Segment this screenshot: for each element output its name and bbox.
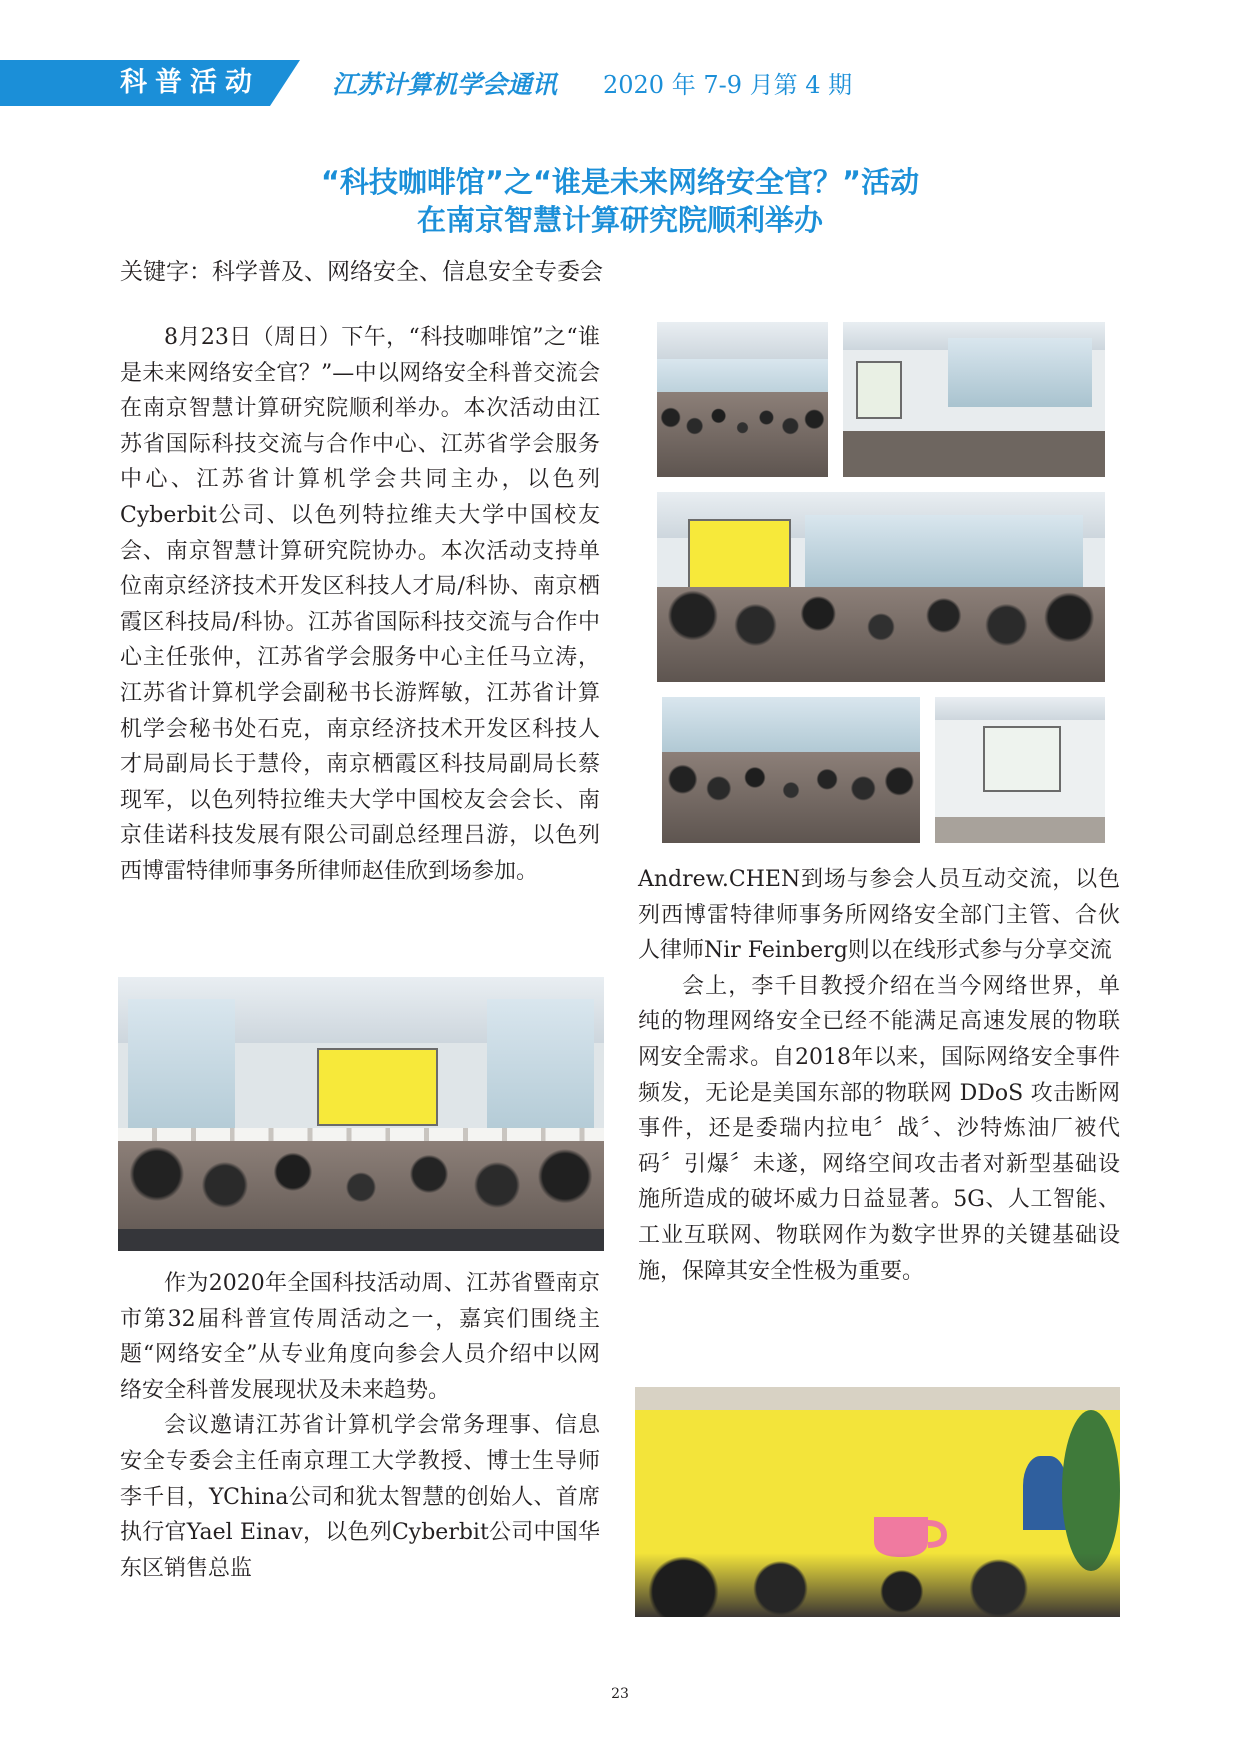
article-title-line1: “科技咖啡馆”之“谁是未来网络安全官？”活动 [320,165,920,199]
photo-speaker-presentation [635,1387,1120,1617]
body-column-right [638,862,1120,1289]
section-label: 科普活动 [120,67,260,98]
paragraph-guests: 会议邀请江苏省计算机学会常务理事、信息安全专委会主任南京理工大学教授、博士生导师李千目，YChina公司和犹太智慧的创始人、首席执行官Yael Einav，以色列Cyberbit公司中国华东区销售总监 [120,1413,600,1581]
photo-audience-right-view [662,697,920,843]
issue-label: 2020 年 7-9 月第 4 期 [603,71,853,99]
journal-name: 江苏计算机学会通讯 [332,70,558,99]
body-column-left-bottom [120,1266,600,1586]
paragraph-intro: 8月23日（周日）下午，“科技咖啡馆”之“谁是未来网络安全官？”—中以网络安全科普交流会在南京智慧计算研究院顺利举办。本次活动由江苏省国际科技交流与合作中心、江苏省学会服务中心、江苏省计算机学会共同主办，以色列Cyberbit公司、以色列特拉维夫大学中国校友会、南京智慧计算研究院协办。本次活动支持单位南京经济技术开发区科技人才局/科协、南京栖霞区科技局/科协。江苏省国际科技交流与合作中心主任张仲，江苏省学会服务中心主任马立涛，江苏省计算机学会副秘书长游辉敏，江苏省计算机学会秘书处石克，南京经济技术开发区科技人才局副局长于慧伶，南京栖霞区科技局副局长蔡现军，以色列特拉维夫大学中国校友会会长、南京佳诺科技发展有限公司副总经理吕游，以色列西博雷特律师事务所律师赵佳欣到场参加。 [120,325,600,884]
page-number: 23 [611,1686,629,1702]
paragraph-activity-week: 作为2020年全国科技活动周、江苏省暨南京市第32届科普宣传周活动之一，嘉宾们围绕主题“网络安全”从专业角度向参会人员介绍中以网络安全科普发展现状及未来趋势。 [120,1271,600,1403]
photo-hall-wide [657,492,1105,682]
paragraph-guests-continued: Andrew.CHEN到场与参会人员互动交流，以色列西博雷特律师事务所网络安全部门主管、合伙人律师Nir Feinberg则以在线形式参与分享交流 [638,867,1120,964]
body-column-left-top [120,320,600,890]
paragraph-lecture: 会上，李千目教授介绍在当今网络世界，单纯的物理网络安全已经不能满足高速发展的物联网安全需求。自2018年以来，国际网络安全事件频发，无论是美国东部的物联网 DDoS 攻击断网事件，还是委瑞内拉电〞战〞、沙特炼油厂被代码〞引爆〞未遂，网络空间攻击者对新型基础设施所造成的破坏威力日益显著。5G、人工智能、工业互联网、物联网作为数字世界的关键基础设施，保障其安全性极为重要。 [638,973,1120,1284]
photo-audience-hall [118,977,604,1251]
photo-screen-projector [935,697,1105,843]
article-title-line2: 在南京智慧计算研究院顺利举办 [416,203,823,237]
keywords: 关键字：科学普及、网络安全、信息安全专委会 [120,259,603,285]
photo-panel-speakers [843,322,1105,477]
photo-audience-seated [657,322,828,477]
